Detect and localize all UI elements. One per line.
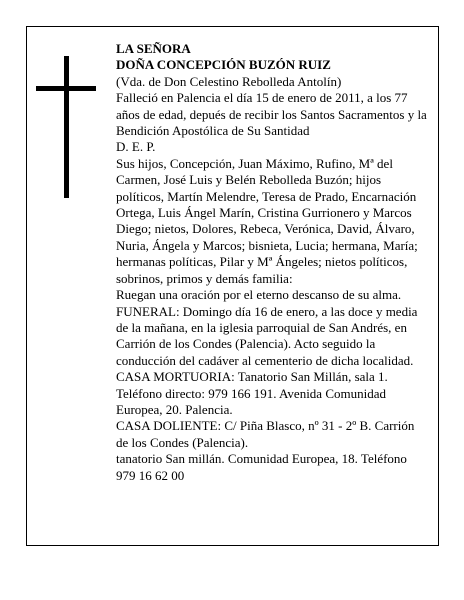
obituary-text xyxy=(116,41,428,484)
deceased-name: DOÑA CONCEPCIÓN BUZÓN RUIZ xyxy=(116,57,331,73)
widow-of-line: (Vda. de Don Celestino Rebolleda Antolín) xyxy=(116,73,342,89)
deceased-title: LA SEÑORA xyxy=(116,41,191,56)
funeral-details: FUNERAL: Domingo día 16 de enero, a las doce y media de la mañana, en la iglesia parroquial de San Andrés, en Carrión de los Condes (Palencia). Acto seguido la conducción del cadáver al cementerio de dicha localidad. xyxy=(116,303,418,368)
rip-line: D. E. P. xyxy=(116,139,156,155)
death-statement: Falleció en Palencia el día 15 de enero de 2011, a los 77 años de edad, depués de recibir los Santos Sacramentos y la Bendición Apostólica de Su Santidad xyxy=(116,90,427,139)
cross-icon xyxy=(64,56,69,198)
cross-icon-arm xyxy=(36,86,96,91)
prayer-request: Ruegan una oración por el eterno descanso de su alma. xyxy=(116,287,402,303)
family-list: Sus hijos, Concepción, Juan Máximo, Rufino, Mª del Carmen, José Luis y Belén Rebolleda Buzón; hijos políticos, Martín Melendre, Teresa de Prado, Encarnación Ortega, Luis Ángel Marín, Cristina Gurrionero y Marcos Diego; nietos, Dolores, Rebeca, Verónica, David, Álvaro, Nuria, Ángela y Marcos; bisnieta, Lucia; hermana, María; hermanas políticas, Pilar y Mª Ángeles; nietos políticos, sobrinos, primos y demás familia: xyxy=(116,155,418,286)
mourning-house-details: CASA DOLIENTE: C/ Piña Blasco, nº 31 - 2º B. Carrión de los Condes (Palencia). xyxy=(116,418,415,450)
contact-details: tanatorio San millán. Comunidad Europea, 18. Teléfono 979 16 62 00 xyxy=(116,451,407,483)
funeral-home-details: CASA MORTUORIA: Tanatorio San Millán, sala 1. Teléfono directo: 979 166 191. Avenida Comunidad Europea, 20. Palencia. xyxy=(116,369,388,417)
